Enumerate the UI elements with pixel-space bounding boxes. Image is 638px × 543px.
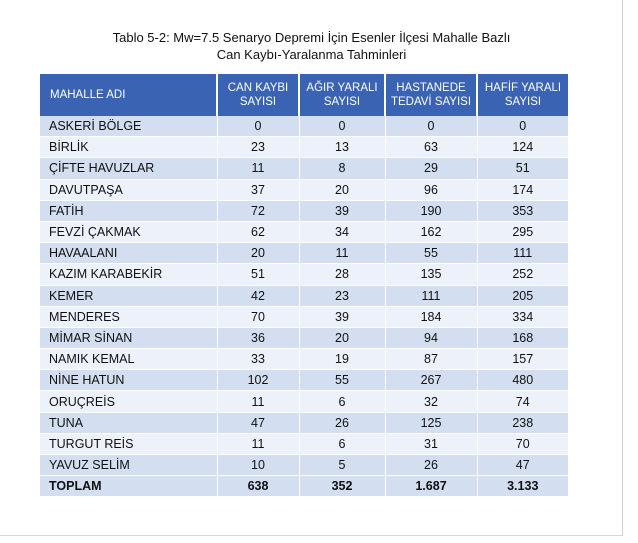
neighborhood-name-cell: DAVUTPAŞA (40, 179, 217, 200)
value-cell: 23 (299, 285, 385, 306)
header-row (40, 74, 568, 116)
value-cell: 28 (299, 264, 385, 285)
neighborhood-name-cell: ASKERİ BÖLGE (40, 116, 217, 137)
neighborhood-name-cell: YAVUZ SELİM (40, 455, 217, 476)
neighborhood-name-cell: KEMER (40, 285, 217, 306)
value-cell: 6 (299, 391, 385, 412)
value-cell: 0 (299, 116, 385, 137)
value-cell: 480 (477, 370, 568, 391)
table-row (40, 433, 568, 454)
table-row (40, 158, 568, 179)
table-row (40, 243, 568, 264)
table-row (40, 391, 568, 412)
value-cell: 0 (385, 116, 477, 137)
value-cell: 36 (217, 327, 299, 348)
value-cell: 33 (217, 349, 299, 370)
value-cell: 102 (217, 370, 299, 391)
value-cell: 47 (217, 412, 299, 433)
table-body (40, 116, 568, 497)
value-cell: 19 (299, 349, 385, 370)
neighborhood-name-cell: FEVZİ ÇAKMAK (40, 221, 217, 242)
table-row (40, 179, 568, 200)
value-cell: 31 (385, 433, 477, 454)
value-cell: 111 (385, 285, 477, 306)
column-header: AĞIR YARALI SAYISI (299, 74, 385, 116)
value-cell: 63 (385, 137, 477, 158)
table-row (40, 221, 568, 242)
value-cell: 11 (217, 433, 299, 454)
table-row (40, 306, 568, 327)
value-cell: 20 (299, 327, 385, 348)
value-cell: 32 (385, 391, 477, 412)
value-cell: 638 (217, 476, 299, 497)
table-header (40, 74, 568, 116)
value-cell: 11 (299, 243, 385, 264)
table-row (40, 137, 568, 158)
value-cell: 94 (385, 327, 477, 348)
value-cell: 162 (385, 221, 477, 242)
value-cell: 252 (477, 264, 568, 285)
value-cell: 62 (217, 221, 299, 242)
value-cell: 168 (477, 327, 568, 348)
value-cell: 3.133 (477, 476, 568, 497)
column-header: MAHALLE ADI (40, 74, 217, 116)
neighborhood-name-cell: MİMAR SİNAN (40, 327, 217, 348)
value-cell: 353 (477, 200, 568, 221)
value-cell: 205 (477, 285, 568, 306)
column-header: HAFİF YARALI SAYISI (477, 74, 568, 116)
value-cell: 23 (217, 137, 299, 158)
value-cell: 37 (217, 179, 299, 200)
value-cell: 190 (385, 200, 477, 221)
value-cell: 0 (477, 116, 568, 137)
neighborhood-name-cell: ÇİFTE HAVUZLAR (40, 158, 217, 179)
value-cell: 20 (299, 179, 385, 200)
column-header: HASTANEDE TEDAVİ SAYISI (385, 74, 477, 116)
table-row (40, 200, 568, 221)
value-cell: 34 (299, 221, 385, 242)
value-cell: 39 (299, 200, 385, 221)
table-row (40, 455, 568, 476)
value-cell: 55 (299, 370, 385, 391)
value-cell: 174 (477, 179, 568, 200)
value-cell: 11 (217, 391, 299, 412)
value-cell: 13 (299, 137, 385, 158)
value-cell: 70 (477, 433, 568, 454)
value-cell: 135 (385, 264, 477, 285)
table-row (40, 285, 568, 306)
value-cell: 157 (477, 349, 568, 370)
value-cell: 26 (385, 455, 477, 476)
value-cell: 352 (299, 476, 385, 497)
neighborhood-name-cell: ORUÇREİS (40, 391, 217, 412)
value-cell: 10 (217, 455, 299, 476)
value-cell: 96 (385, 179, 477, 200)
neighborhood-name-cell: TUNA (40, 412, 217, 433)
table-row (40, 327, 568, 348)
neighborhood-name-cell: NAMIK KEMAL (40, 349, 217, 370)
neighborhood-name-cell: NİNE HATUN (40, 370, 217, 391)
value-cell: 70 (217, 306, 299, 327)
value-cell: 8 (299, 158, 385, 179)
neighborhood-name-cell: MENDERES (40, 306, 217, 327)
value-cell: 295 (477, 221, 568, 242)
value-cell: 11 (217, 158, 299, 179)
value-cell: 267 (385, 370, 477, 391)
neighborhood-name-cell: HAVAALANI (40, 243, 217, 264)
value-cell: 1.687 (385, 476, 477, 497)
neighborhood-name-cell: FATİH (40, 200, 217, 221)
value-cell: 111 (477, 243, 568, 264)
value-cell: 51 (217, 264, 299, 285)
value-cell: 51 (477, 158, 568, 179)
value-cell: 74 (477, 391, 568, 412)
value-cell: 184 (385, 306, 477, 327)
table-row (40, 264, 568, 285)
value-cell: 26 (299, 412, 385, 433)
table-title-line-1: Tablo 5-2: Mw=7.5 Senaryo Depremi İçin Esenler İlçesi Mahalle Bazlı (112, 30, 511, 45)
total-row (40, 476, 568, 497)
value-cell: 20 (217, 243, 299, 264)
table-row (40, 370, 568, 391)
neighborhood-name-cell: TURGUT REİS (40, 433, 217, 454)
neighborhood-name-cell: KAZIM KARABEKİR (40, 264, 217, 285)
value-cell: 0 (217, 116, 299, 137)
value-cell: 87 (385, 349, 477, 370)
value-cell: 72 (217, 200, 299, 221)
column-header: CAN KAYBI SAYISI (217, 74, 299, 116)
value-cell: 29 (385, 158, 477, 179)
table-row (40, 349, 568, 370)
value-cell: 47 (477, 455, 568, 476)
value-cell: 55 (385, 243, 477, 264)
value-cell: 125 (385, 412, 477, 433)
value-cell: 39 (299, 306, 385, 327)
value-cell: 5 (299, 455, 385, 476)
neighborhood-name-cell: TOPLAM (40, 476, 217, 497)
table-row (40, 412, 568, 433)
value-cell: 6 (299, 433, 385, 454)
value-cell: 334 (477, 306, 568, 327)
casualty-table (40, 74, 568, 497)
value-cell: 42 (217, 285, 299, 306)
table-row (40, 116, 568, 137)
neighborhood-name-cell: BİRLİK (40, 137, 217, 158)
value-cell: 238 (477, 412, 568, 433)
table-title-line-2: Can Kaybı-Yaralanma Tahminleri (216, 47, 407, 62)
value-cell: 124 (477, 137, 568, 158)
